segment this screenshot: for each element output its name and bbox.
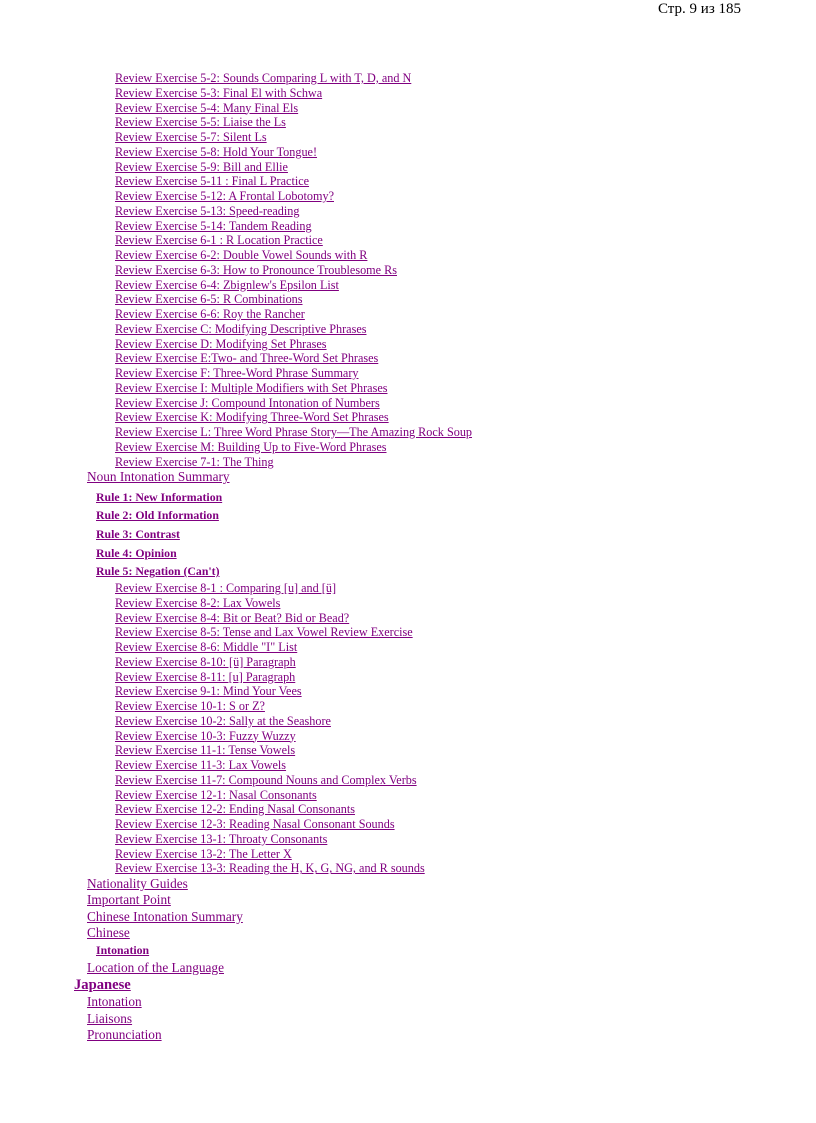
toc-link-location-of-language[interactable]: Location of the Language <box>87 959 224 975</box>
toc-link-review-exercise[interactable]: Review Exercise 8-2: Lax Vowels <box>115 595 281 610</box>
toc-link-review-exercise[interactable]: Review Exercise 8-10: [ü] Paragraph <box>115 654 296 669</box>
toc-link-review-exercise[interactable]: Review Exercise D: Modifying Set Phrases <box>115 336 327 351</box>
toc-link-rule[interactable]: Rule 5: Negation (Can't) <box>96 564 220 579</box>
toc-link-review-exercise[interactable]: Review Exercise 5-11 : Final L Practice <box>115 174 310 189</box>
toc-link-japanese-subsection[interactable]: Pronunciation <box>87 1026 162 1042</box>
toc-link-review-exercise[interactable]: Review Exercise 10-2: Sally at the Seashore <box>115 713 331 728</box>
toc-link-chinese[interactable]: Chinese <box>87 924 130 940</box>
toc-link-review-exercise[interactable]: Review Exercise K: Modifying Three-Word Set Phrases <box>115 410 389 425</box>
toc-link-rule[interactable]: Rule 4: Opinion <box>96 545 177 560</box>
toc-link-review-exercise[interactable]: Review Exercise 5-8: Hold Your Tongue! <box>115 144 318 159</box>
japanese-sublist <box>0 994 816 1043</box>
toc-link-review-exercise[interactable]: Review Exercise 8-1 : Comparing [u] and [ü] <box>115 581 336 596</box>
toc-link-review-exercise[interactable]: Review Exercise L: Three Word Phrase Story—The Amazing Rock Soup <box>115 425 473 439</box>
toc-link-review-exercise[interactable]: Review Exercise 6-5: R Combinations <box>115 292 303 307</box>
toc-link-review-exercise[interactable]: Review Exercise 9-1: Mind Your Vees <box>115 684 302 699</box>
toc-link-review-exercise[interactable]: Review Exercise 6-3: How to Pronounce Troublesome Rs <box>115 262 397 277</box>
exercise-list-b <box>0 581 816 876</box>
toc-link-review-exercise[interactable]: Review Exercise 11-7: Compound Nouns and Complex Verbs <box>115 772 417 787</box>
toc-link-review-exercise[interactable]: Review Exercise 10-3: Fuzzy Wuzzy <box>115 728 296 743</box>
toc-link-review-exercise[interactable]: Review Exercise 5-13: Speed-reading <box>115 203 300 218</box>
rule-list <box>0 488 816 582</box>
toc-link-review-exercise[interactable]: Review Exercise 13-2: The Letter X <box>115 846 292 861</box>
toc-link-review-exercise[interactable]: Review Exercise 6-2: Double Vowel Sounds with R <box>115 248 368 262</box>
toc-link-review-exercise[interactable]: Review Exercise 8-5: Tense and Lax Vowel Review Exercise <box>115 625 413 640</box>
toc-link-rule[interactable]: Rule 3: Contrast <box>96 526 180 541</box>
toc-link-review-exercise[interactable]: Review Exercise 6-4: Zbignlew's Epsilon List <box>115 277 339 292</box>
toc-link-chinese-intonation-summary[interactable]: Chinese Intonation Summary <box>87 908 243 924</box>
toc-link-review-exercise[interactable]: Review Exercise 5-9: Bill and Ellie <box>115 159 288 174</box>
toc-link-review-exercise[interactable]: Review Exercise 8-4: Bit or Beat? Bid or Bead? <box>115 610 350 625</box>
toc-link-important-point[interactable]: Important Point <box>87 892 171 908</box>
toc-link-review-exercise[interactable]: Review Exercise 11-1: Tense Vowels <box>115 743 296 758</box>
toc-link-review-exercise[interactable]: Review Exercise 13-3: Reading the H, K, G, NG, and R sounds <box>115 861 425 876</box>
toc-link-review-exercise[interactable]: Review Exercise 5-7: Silent Ls <box>115 130 267 144</box>
toc-link-review-exercise[interactable]: Review Exercise 12-1: Nasal Consonants <box>115 787 317 802</box>
toc-link-review-exercise[interactable]: Review Exercise 6-1 : R Location Practice <box>115 233 323 248</box>
toc-link-japanese-subsection[interactable]: Liaisons <box>87 1010 133 1026</box>
toc-link-review-exercise[interactable]: Review Exercise E:Two- and Three-Word Set Phrases <box>115 351 379 366</box>
toc-link-review-exercise[interactable]: Review Exercise 11-3: Lax Vowels <box>115 758 287 773</box>
toc-link-review-exercise[interactable]: Review Exercise 5-3: Final El with Schwa <box>115 85 323 100</box>
toc-link-review-exercise[interactable]: Review Exercise 5-4: Many Final Els <box>115 100 299 115</box>
toc-link-review-exercise[interactable]: Review Exercise J: Compound Intonation of Numbers <box>115 395 380 410</box>
toc-link-rule[interactable]: Rule 2: Old Information <box>96 508 219 523</box>
exercise-list-a <box>0 71 816 469</box>
toc-link-noun-intonation-summary[interactable]: Noun Intonation Summary <box>87 469 230 485</box>
toc-link-review-exercise[interactable]: Review Exercise 5-2: Sounds Comparing L with T, D, and N <box>115 71 412 85</box>
toc-link-review-exercise[interactable]: Review Exercise 12-3: Reading Nasal Consonant Sounds <box>115 817 395 832</box>
toc-link-review-exercise[interactable]: Review Exercise 8-6: Middle "I" List <box>115 640 298 655</box>
page-counter: Стр. 9 из 185 <box>658 1 741 17</box>
toc-link-review-exercise[interactable]: Review Exercise 10-1: S or Z? <box>115 699 265 714</box>
toc-link-review-exercise[interactable]: Review Exercise F: Three-Word Phrase Summary <box>115 366 359 380</box>
toc-link-review-exercise[interactable]: Review Exercise 6-6: Roy the Rancher <box>115 307 305 321</box>
toc-link-chinese-intonation[interactable]: Intonation <box>96 943 150 958</box>
toc-link-review-exercise[interactable]: Review Exercise C: Modifying Descriptive Phrases <box>115 321 367 336</box>
toc-link-japanese-subsection[interactable]: Intonation <box>87 994 142 1010</box>
toc-link-review-exercise[interactable]: Review Exercise 7-1: The Thing <box>115 454 274 469</box>
toc-link-review-exercise[interactable]: Review Exercise 5-12: A Frontal Lobotomy? <box>115 189 334 203</box>
toc-link-nationality-guides[interactable]: Nationality Guides <box>87 876 188 892</box>
toc-link-japanese[interactable]: Japanese <box>74 977 131 994</box>
toc-link-review-exercise[interactable]: Review Exercise M: Building Up to Five-Word Phrases <box>115 439 387 454</box>
toc-link-review-exercise[interactable]: Review Exercise 12-2: Ending Nasal Consonants <box>115 802 355 817</box>
toc-link-review-exercise[interactable]: Review Exercise 5-5: Liaise the Ls <box>115 115 286 130</box>
table-of-contents <box>0 71 816 1043</box>
toc-link-rule[interactable]: Rule 1: New Information <box>96 489 223 504</box>
toc-link-review-exercise[interactable]: Review Exercise 8-11: [u] Paragraph <box>115 669 296 684</box>
toc-link-review-exercise[interactable]: Review Exercise I: Multiple Modifiers with Set Phrases <box>115 380 388 395</box>
toc-link-review-exercise[interactable]: Review Exercise 5-14: Tandem Reading <box>115 218 312 233</box>
toc-link-review-exercise[interactable]: Review Exercise 13-1: Throaty Consonants <box>115 831 328 846</box>
